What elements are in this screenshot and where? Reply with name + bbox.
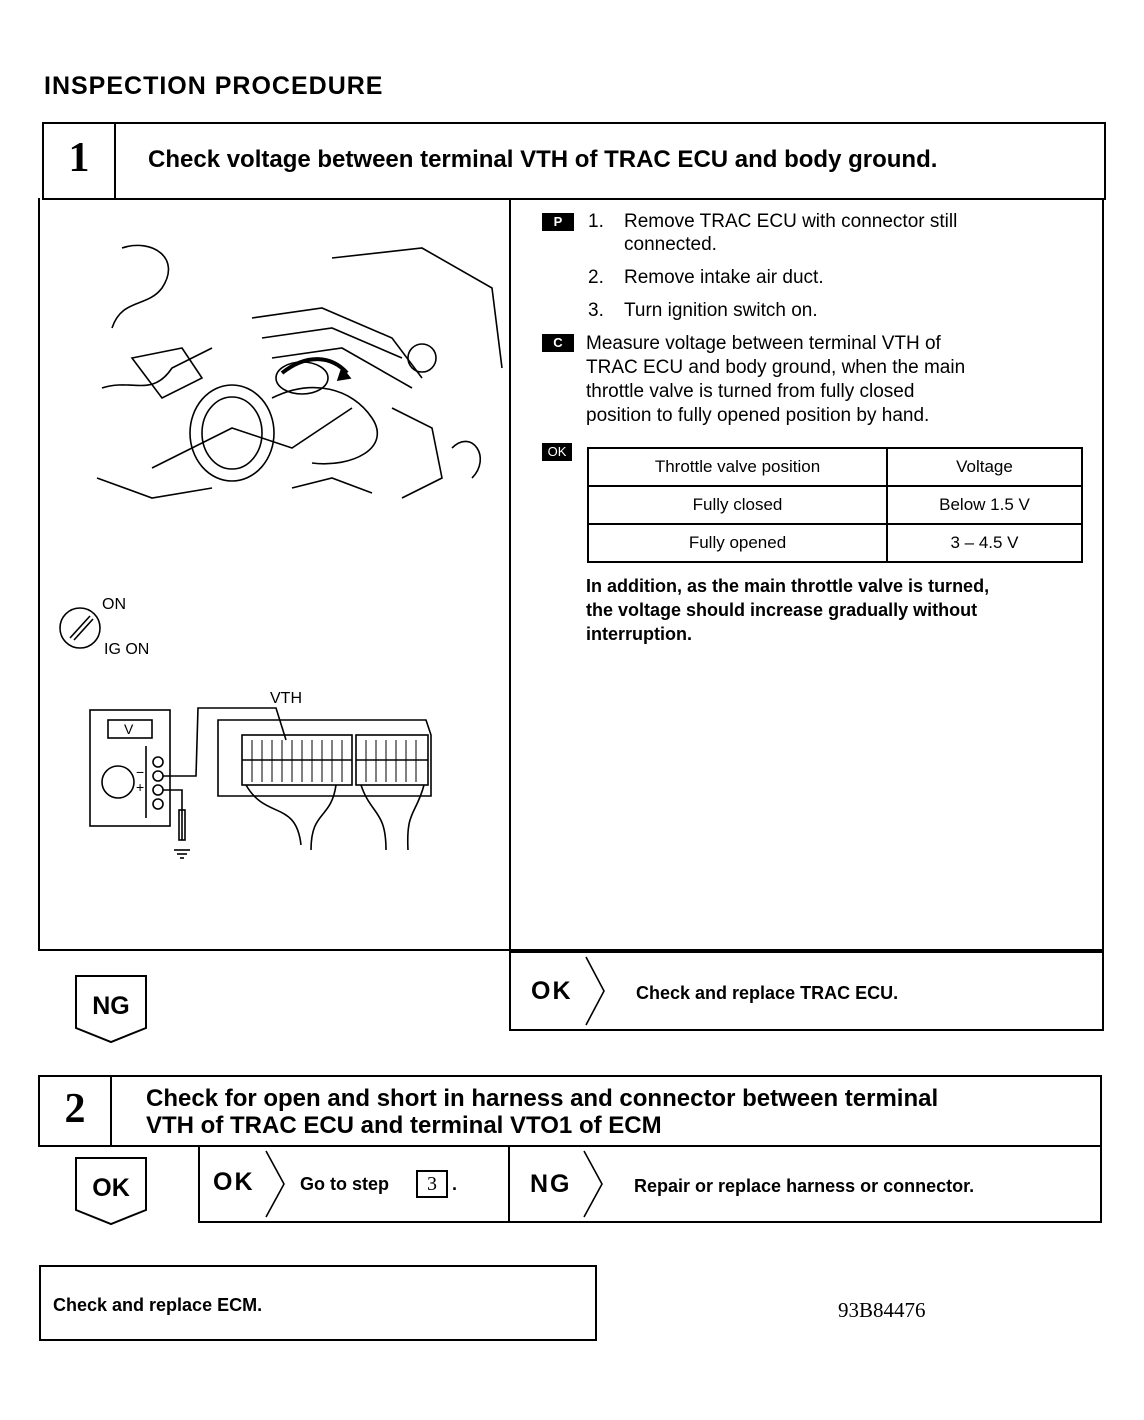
ng-pentagon-label: NG [92, 992, 130, 1020]
table-header-cell: Throttle valve position [588, 448, 887, 486]
table-cell: Fully closed [588, 486, 887, 524]
measure-line-4: position to fully opened position by hand. [586, 405, 930, 426]
meter-minus-label: − [136, 764, 145, 780]
ignition-on-label: ON [102, 596, 126, 613]
table-row [588, 524, 1082, 562]
ignition-ig-on-label: IG ON [104, 641, 150, 658]
vth-probe-label: VTH [270, 690, 302, 707]
ok-pentagon-label: OK [92, 1174, 130, 1202]
table-cell: Below 1.5 V [887, 486, 1082, 524]
note-line-2: the voltage should increase gradually without [586, 600, 978, 620]
step2-results-divider [508, 1145, 510, 1223]
item1-number: 1. [588, 211, 604, 232]
item1-text-line2: connected. [624, 234, 717, 255]
item2-text: Remove intake air duct. [624, 267, 824, 288]
step2-header [38, 1075, 1102, 1147]
step2-number-divider [110, 1077, 112, 1145]
step1-ok-label: OK [531, 977, 573, 1005]
step2-ok-label: OK [213, 1168, 255, 1196]
step2-ok-result-suffix: . [452, 1174, 458, 1194]
throttle-body-illustration [92, 228, 512, 518]
item3-text: Turn ignition switch on. [624, 300, 818, 321]
ignition-switch-icon [56, 602, 106, 652]
step2-title-line2: VTH of TRAC ECU and terminal VTO1 of ECM [146, 1112, 662, 1139]
table-header-row [588, 448, 1082, 486]
table-row [588, 486, 1082, 524]
page-heading: INSPECTION PROCEDURE [44, 72, 384, 100]
step2-ok-chevron [264, 1149, 288, 1219]
note-line-3: interruption. [586, 624, 692, 644]
voltage-spec-table [587, 447, 1083, 563]
step1-number-divider [114, 124, 116, 198]
item3-number: 3. [588, 300, 604, 321]
meter-plus-label: + [136, 779, 145, 795]
step1-header [42, 122, 1106, 200]
ok-spec-tag: OK [542, 443, 572, 461]
step2-ng-label: NG [530, 1170, 572, 1198]
step2-number: 2 [64, 1086, 86, 1132]
table-cell: 3 – 4.5 V [887, 524, 1082, 562]
step2-title-line1: Check for open and short in harness and connector between terminal [146, 1085, 939, 1112]
step2-ng-result: Repair or replace harness or connector. [634, 1176, 975, 1196]
measure-line-2: TRAC ECU and body ground, when the main [586, 357, 966, 378]
step1-title: Check voltage between terminal VTH of TRAC ECU and body ground. [148, 146, 938, 173]
meter-display-label: V [124, 721, 134, 737]
step1-number: 1 [68, 135, 90, 181]
figure-id: 93B84476 [838, 1298, 926, 1322]
step1-ok-chevron [584, 955, 608, 1027]
table-cell: Fully opened [588, 524, 887, 562]
item1-text-line1: Remove TRAC ECU with connector still [624, 211, 958, 232]
measure-line-1: Measure voltage between terminal VTH of [586, 333, 941, 354]
procedure-tag: P [542, 213, 574, 231]
measure-line-3: throttle valve is turned from fully closed [586, 381, 915, 402]
step2-ok-result-prefix: Go to step [300, 1174, 389, 1194]
step-reference-box: 3 [416, 1170, 448, 1198]
table-header-cell: Voltage [887, 448, 1082, 486]
final-action-text: Check and replace ECM. [53, 1295, 263, 1315]
step1-ok-result: Check and replace TRAC ECU. [636, 983, 899, 1003]
item2-number: 2. [588, 267, 604, 288]
note-line-1: In addition, as the main throttle valve is turned, [586, 576, 990, 596]
step2-ng-chevron [582, 1149, 606, 1219]
check-tag: C [542, 334, 574, 352]
